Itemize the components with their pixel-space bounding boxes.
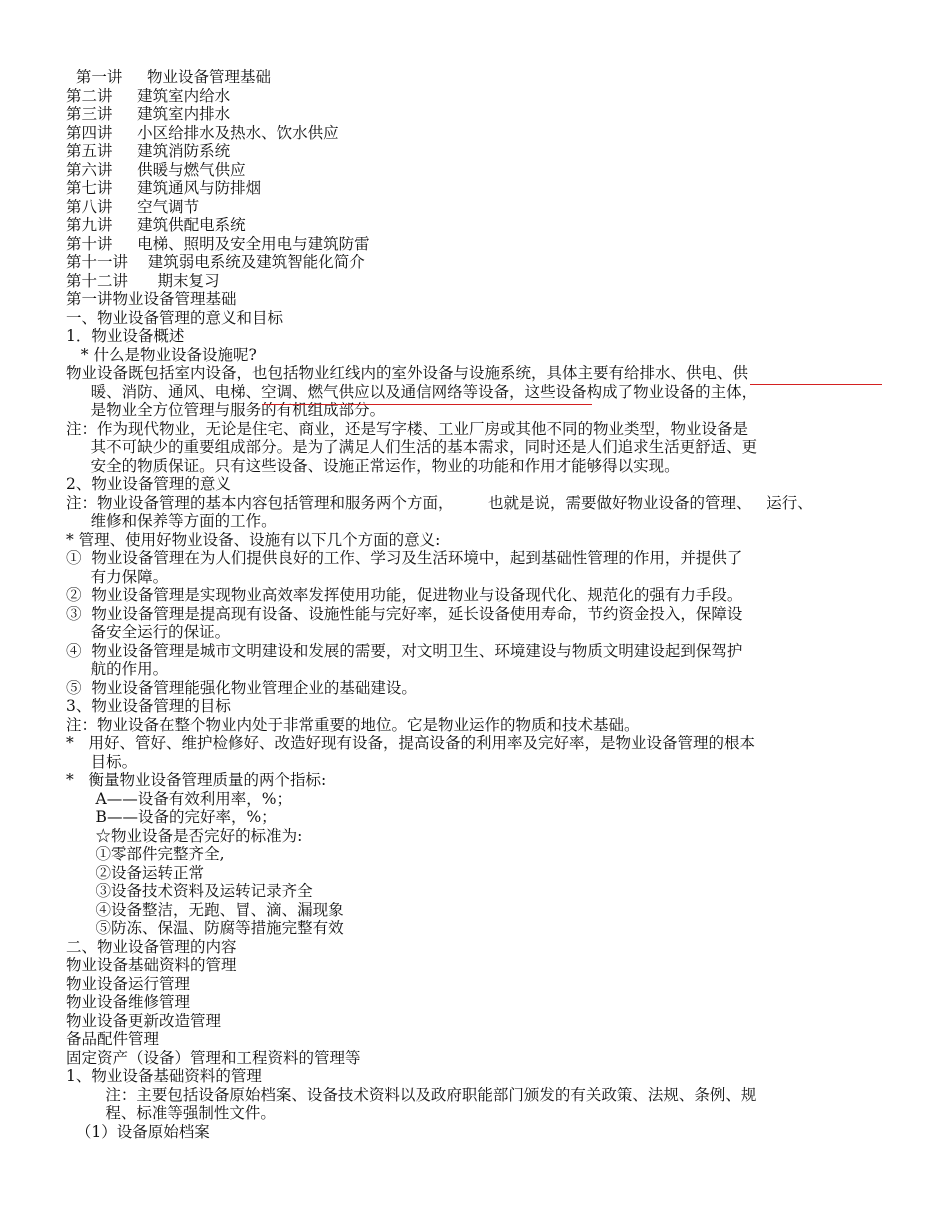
body-line: 物业设备既包括室内设备，也包括物业红线内的室外设备与设施系统，具体主要有给排水、供电、供 [66, 364, 749, 382]
body-line: ①零部件完整齐全, [66, 845, 225, 863]
toc-line: 第十一讲 建筑弱电系统及建筑智能化简介 [66, 253, 365, 271]
toc-line: 第一讲 物业设备管理基础 [66, 68, 271, 86]
body-line: 注：主要包括设备原始档案、设备技术资料以及政府职能部门颁发的有关政策、法规、条例、规 [66, 1085, 757, 1104]
body-line: 2、物业设备管理的意义 [66, 475, 231, 493]
body-line: 备安全运行的保证。 [66, 623, 231, 641]
body-line: 二、物业设备管理的内容 [66, 937, 237, 956]
body-line: 安全的物质保证。只有这些设备、设施正常运作，物业的功能和作用才能够得以实现。 [66, 456, 680, 475]
red-underline-mark [750, 384, 882, 385]
body-line: 其不可缺少的重要组成部分。是为了满足人们生活的基本需求，同时还是人们追求生活更舒适、更 [66, 438, 758, 456]
body-line: 是物业全方位管理与服务的有机组成部分。 [66, 401, 386, 419]
body-line: 物业设备运行管理 [66, 974, 191, 993]
red-underline-mark [262, 404, 592, 405]
body-line: 程、标准等强制性文件。 [66, 1104, 276, 1122]
body-line: ⑤防冻、保温、防腐等措施完整有效 [66, 919, 344, 937]
body-line: ②设备运转正常 [66, 863, 205, 882]
body-line: ① 物业设备管理在为人们提供良好的工作、学习及生活环境中，起到基础性管理的作用，并提供了 [66, 549, 743, 567]
body-line: 注：物业设备在整个物业内处于非常重要的地位。它是物业运作的物质和技术基础。 [66, 715, 640, 734]
toc-line: 第六讲 供暖与燃气供应 [66, 160, 246, 179]
body-line: 有力保障。 [66, 567, 169, 586]
body-line: ② 物业设备管理是实现物业高效率发挥使用功能，促进物业与设备现代化、规范化的强有力手段。 [66, 586, 743, 604]
toc-line: 第十讲 电梯、照明及安全用电与建筑防雷 [66, 234, 370, 253]
body-line: ☆物业设备是否完好的标准为: [66, 826, 303, 845]
body-line: 注：物业设备管理的基本内容包括管理和服务两个方面， 也就是说，需要做好物业设备的管理、 运行、 [66, 493, 813, 512]
body-line: ③设备技术资料及运转记录齐全 [66, 882, 313, 900]
body-line: * 用好、管好、维护检修好、改造好现有设备，提高设备的利用率及完好率，是物业设备管理的根本 [66, 734, 756, 752]
body-line: A——设备有效利用率，%； [66, 789, 292, 808]
body-line: 备品配件管理 [66, 1030, 160, 1048]
body-line: 物业设备更新改造管理 [66, 1011, 222, 1030]
body-line: 物业设备维修管理 [66, 993, 191, 1011]
body-line: 物业设备基础资料的管理 [66, 956, 237, 974]
body-line: 暖、消防、通风、电梯、空调、燃气供应以及通信网络等设备，这些设备构成了物业设备的主体， [66, 382, 758, 401]
toc-line: 第七讲 建筑通风与防排烟 [66, 179, 262, 197]
toc-line: 第五讲 建筑消防系统 [66, 142, 231, 160]
body-line: 1．物业设备概述 [66, 327, 185, 345]
body-line: 固定资产（设备）管理和工程资料的管理等 [66, 1048, 361, 1067]
body-line: 第一讲物业设备管理基础 [66, 290, 237, 308]
body-line: 一、物业设备管理的意义和目标 [66, 308, 284, 327]
body-line: 航的作用。 [66, 660, 169, 678]
body-line: ④设备整洁，无跑、冒、滴、漏现象 [66, 900, 344, 919]
toc-line: 第八讲 空气调节 [66, 197, 200, 216]
toc-line: 第三讲 建筑室内排水 [66, 105, 231, 123]
body-line: * 管理、使用好物业设备、设施有以下几个方面的意义: [66, 530, 441, 549]
body-line: （1）设备原始档案 [66, 1122, 210, 1141]
body-line: * 什么是物业设备设施呢? [66, 345, 257, 364]
toc-line: 第二讲 建筑室内给水 [66, 86, 231, 105]
body-line: 维修和保养等方面的工作。 [66, 512, 277, 530]
body-line: ④ 物业设备管理是城市文明建设和发展的需要，对文明卫生、环境建设与物质文明建设起到保驾护 [66, 641, 743, 660]
body-line: ⑤ 物业设备管理能强化物业管理企业的基础建设。 [66, 678, 417, 697]
toc-line: 第十二讲 期末复习 [66, 271, 220, 290]
body-line: 3、物业设备管理的目标 [66, 697, 231, 715]
body-line: 1、物业设备基础资料的管理 [66, 1067, 262, 1085]
toc-line: 第四讲 小区给排水及热水、饮水供应 [66, 123, 339, 142]
body-line: B——设备的完好率，%； [66, 808, 277, 826]
body-line: 注：作为现代物业，无论是住宅、商业，还是写字楼、工业厂房或其他不同的物业类型，物业设备是 [66, 419, 749, 438]
body-line: ③ 物业设备管理是提高现有设备、设施性能与完好率，延长设备使用寿命，节约资金投入，保障设 [66, 604, 743, 623]
toc-line: 第九讲 建筑供配电系统 [66, 216, 246, 234]
body-line: 目标。 [66, 752, 138, 771]
body-line: * 衡量物业设备管理质量的两个指标: [66, 771, 327, 789]
